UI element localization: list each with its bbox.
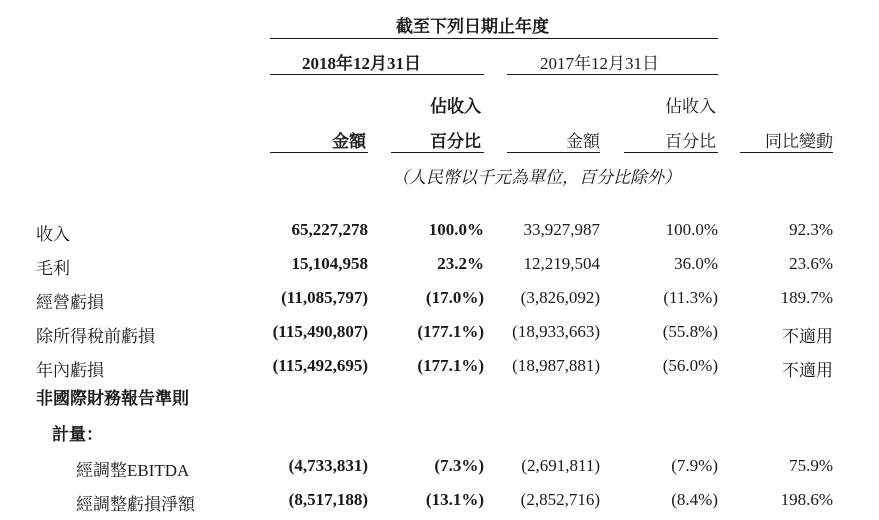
amount-2017-cell: 33,927,987 [523,220,600,239]
yoy-cell: 75.9% [789,456,833,475]
row-label: 經調整虧損淨額 [76,495,195,514]
amount-2018-cell: (8,517,188) [288,490,368,509]
amount-2018-cell: 65,227,278 [291,220,368,239]
unit-note: （人民幣以千元為單位，百分比除外） [392,168,681,187]
amount-2018-cell: (115,490,807) [272,322,368,341]
pct-2017-header-line2: 百分比 [665,132,716,151]
yoy-cell: 189.7% [780,288,833,307]
pct-2017-rule [624,152,718,153]
pct-2017-cell: (11.3%) [663,288,718,307]
yoy-cell: 不適用 [782,361,833,380]
amount-2018-cell: (11,085,797) [281,288,368,307]
pct-2018-header-line1: 佔收入 [430,97,481,116]
pct-2017-cell: (55.8%) [662,322,718,341]
pct-2018-cell: 23.2% [437,254,484,273]
pct-2017-cell: (7.9%) [671,456,718,475]
period-title-rule [270,38,718,39]
amount-2017-cell: 12,219,504 [523,254,600,273]
date-2017-header: 2017年12月31日 [540,54,659,73]
yoy-cell: 23.6% [789,254,833,273]
pct-2018-rule [391,152,484,153]
pct-2017-cell: 100.0% [665,220,718,239]
amount-2017-header: 金額 [566,132,600,151]
amount-2018-header: 金額 [332,132,366,151]
pct-2017-header-line1: 佔收入 [665,97,716,116]
yoy-rule [740,152,833,153]
pct-2018-cell: (13.1%) [425,490,484,509]
pct-2017-cell: (8.4%) [671,490,718,509]
amount-2017-rule [507,152,600,153]
non-ifrs-section-title-line2: 計量： [52,425,103,444]
row-label: 收入 [36,225,70,244]
non-ifrs-section-title: 非國際財務報告準則 [36,389,189,408]
period-title: 截至下列日期止年度 [396,17,549,36]
amount-2018-cell: 15,104,958 [291,254,368,273]
date-2017-rule [507,74,718,75]
pct-2018-cell: 100.0% [428,220,484,239]
row-label: 除所得稅前虧損 [36,327,155,346]
amount-2018-cell: (4,733,831) [288,456,368,475]
pct-2017-cell: (56.0%) [662,356,718,375]
pct-2018-cell: (7.3%) [434,456,484,475]
amount-2018-rule [270,152,368,153]
pct-2018-cell: (17.0%) [425,288,484,307]
yoy-header: 同比變動 [765,132,833,151]
yoy-cell: 不適用 [782,327,833,346]
amount-2017-cell: (3,826,092) [520,288,600,307]
amount-2017-cell: (2,852,716) [520,490,600,509]
row-label: 年內虧損 [36,361,104,380]
amount-2018-cell: (115,492,695) [272,356,368,375]
pct-2018-cell: (177.1%) [417,356,484,375]
amount-2017-cell: (18,933,663) [512,322,600,341]
date-2018-rule [270,74,484,75]
amount-2017-cell: (2,691,811) [521,456,600,475]
yoy-cell: 92.3% [789,220,833,239]
pct-2018-cell: (177.1%) [417,322,484,341]
yoy-cell: 198.6% [780,490,833,509]
date-2018-header: 2018年12月31日 [302,54,421,73]
row-label: 經營虧損 [36,293,104,312]
row-label: 經調整EBITDA [76,461,190,480]
pct-2018-header-line2: 百分比 [430,132,481,151]
amount-2017-cell: (18,987,881) [512,356,600,375]
row-label: 毛利 [36,259,70,278]
pct-2017-cell: 36.0% [674,254,718,273]
